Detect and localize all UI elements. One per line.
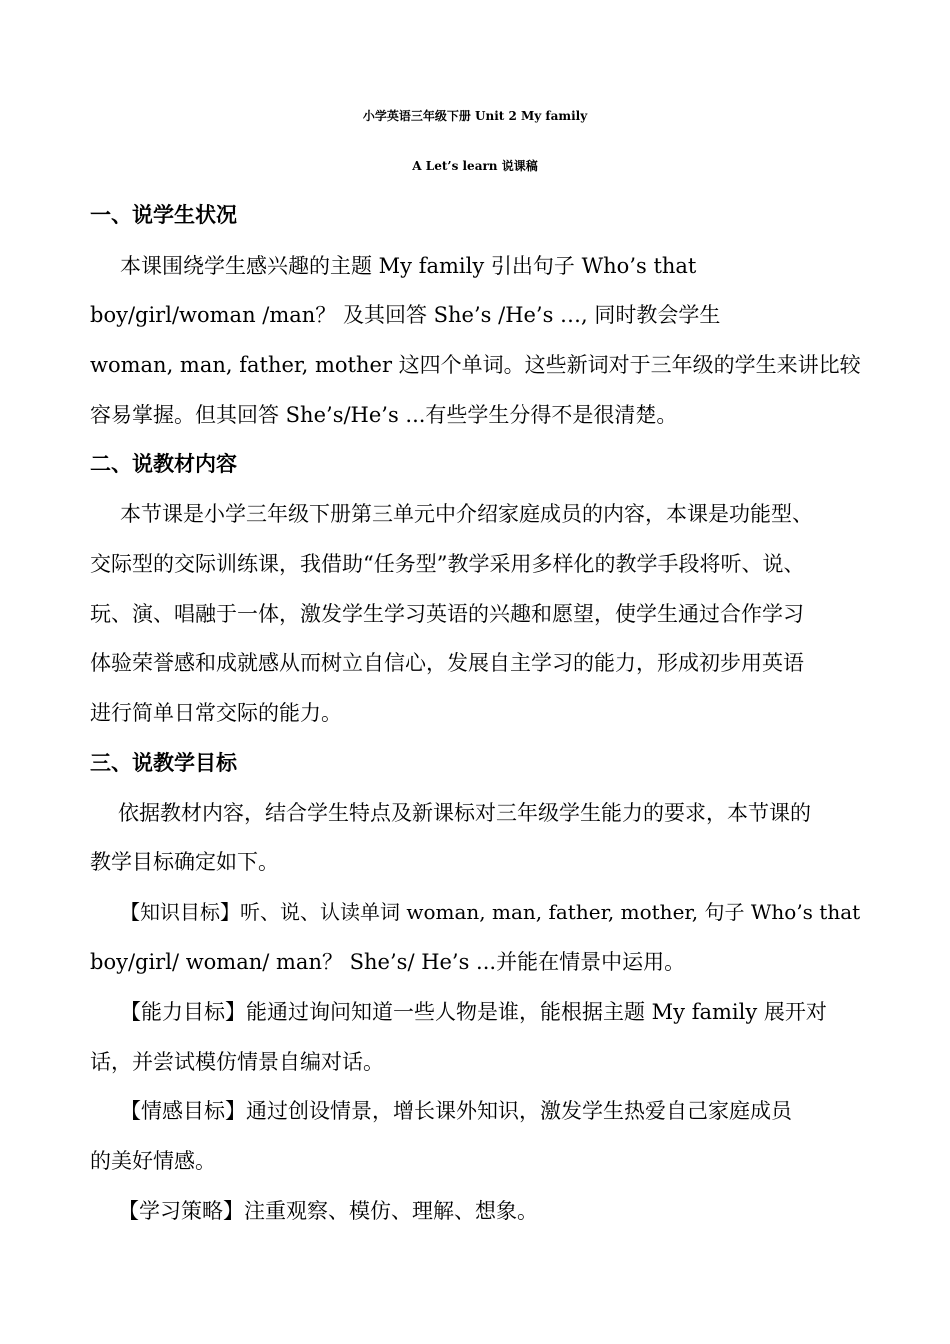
paragraph-line: 进行简单日常交际的能力。 <box>90 701 342 725</box>
section-heading-textbook-content: 二、说教材内容 <box>90 451 237 476</box>
section-heading-student-situation: 一、说学生状况 <box>90 202 237 227</box>
paragraph-line: 体验荣誉感和成就感从而树立自信心，发展自主学习的能力，形成初步用英语 <box>90 651 804 675</box>
paragraph-line: 的美好情感。 <box>90 1149 216 1173</box>
paragraph-line: woman, man, father, mother 这四个单词。这些新词对于三年级的学生来讲比较 <box>90 353 861 377</box>
paragraph-line: 容易掌握。但其回答 She’s/He’s ...有些学生分得不是很清楚。 <box>90 403 678 427</box>
paragraph-line: boy/girl/woman /man？ 及其回答 She’s /He’s …, 同时教会学生 <box>90 303 721 327</box>
paragraph-line: 交际型的交际训练课，我借助“任务型”教学采用多样化的教学手段将听、说、 <box>90 552 805 576</box>
paragraph-line-ability-goal: 【能力目标】能通过询问知道一些人物是谁，能根据主题 My family 展开对 <box>120 1000 827 1024</box>
paragraph-line-emotion-goal: 【情感目标】通过创设情景，增长课外知识，激发学生热爱自己家庭成员 <box>120 1099 792 1123</box>
document-title-line-1: 小学英语三年级下册 Unit 2 My family <box>362 109 588 123</box>
paragraph-line: boy/girl/ woman/ man？ She’s/ He’s ...并能在情景中运用。 <box>90 950 686 974</box>
paragraph-line: 教学目标确定如下。 <box>90 850 279 874</box>
paragraph-line-knowledge-goal: 【知识目标】听、说、认读单词 woman, man, father, mother, 句子 Who’s that <box>120 900 861 924</box>
paragraph-line-learning-strategy: 【学习策略】注重观察、模仿、理解、想象。 <box>118 1199 538 1223</box>
paragraph-line: 本节课是小学三年级下册第三单元中介绍家庭成员的内容，本课是功能型、 <box>120 502 813 526</box>
document-title-line-2: A Let’s learn 说课稿 <box>412 159 538 173</box>
section-heading-teaching-goals: 三、说教学目标 <box>90 750 237 775</box>
paragraph-line: 玩、演、唱融于一体，激发学生学习英语的兴趣和愿望，使学生通过合作学习 <box>90 602 804 626</box>
paragraph-line: 依据教材内容，结合学生特点及新课标对三年级学生能力的要求，本节课的 <box>118 801 811 825</box>
paragraph-line: 话，并尝试模仿情景自编对话。 <box>90 1050 384 1074</box>
paragraph-line: 本课围绕学生感兴趣的主题 My family 引出句子 Who’s that <box>120 254 697 278</box>
